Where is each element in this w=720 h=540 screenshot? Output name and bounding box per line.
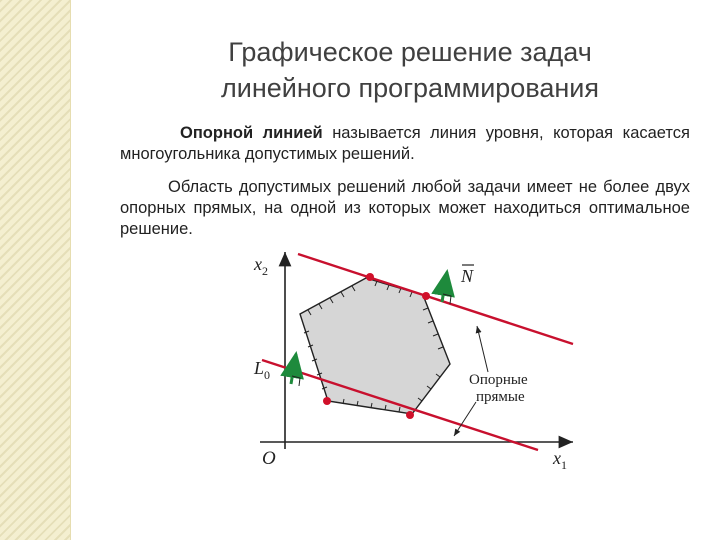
side-band-border <box>70 0 71 540</box>
normal-vector-label: N <box>461 266 474 286</box>
tangent-point <box>323 397 331 405</box>
definition-text: называется линия уровня, которая касается многоугольника допустимых решений. <box>120 124 690 163</box>
x-axis-label: $x_1$ <box>553 448 567 472</box>
origin-label: O <box>262 448 276 469</box>
property-text: Область допустимых решений любой задачи имеет не более двух опорных прямых, на одной из которых может находиться оптимальное решение. <box>120 178 690 238</box>
support-lines-diagram <box>240 244 590 474</box>
annotation-pointer-lower <box>454 402 476 436</box>
y-axis-label: $x_2$ <box>254 254 268 278</box>
tangent-point <box>366 273 374 281</box>
tangent-point <box>422 292 430 300</box>
property-paragraph <box>120 177 690 240</box>
annotation-label-line2: прямые <box>476 389 525 405</box>
title-line-1: Графическое решение задач <box>228 37 592 67</box>
level-line-label: $L_0$ <box>254 358 271 382</box>
normal-vector-arrow-upper <box>442 272 447 302</box>
definition-paragraph <box>120 123 690 165</box>
title-line-2: линейного программирования <box>221 73 599 103</box>
tangent-point <box>406 411 414 419</box>
defined-term: Опорной линией <box>180 124 323 142</box>
annotation-label-line1: Опорные <box>469 372 528 388</box>
annotation-pointer-upper <box>477 326 488 372</box>
decorative-side-band <box>0 0 70 540</box>
slide-title <box>150 34 670 106</box>
